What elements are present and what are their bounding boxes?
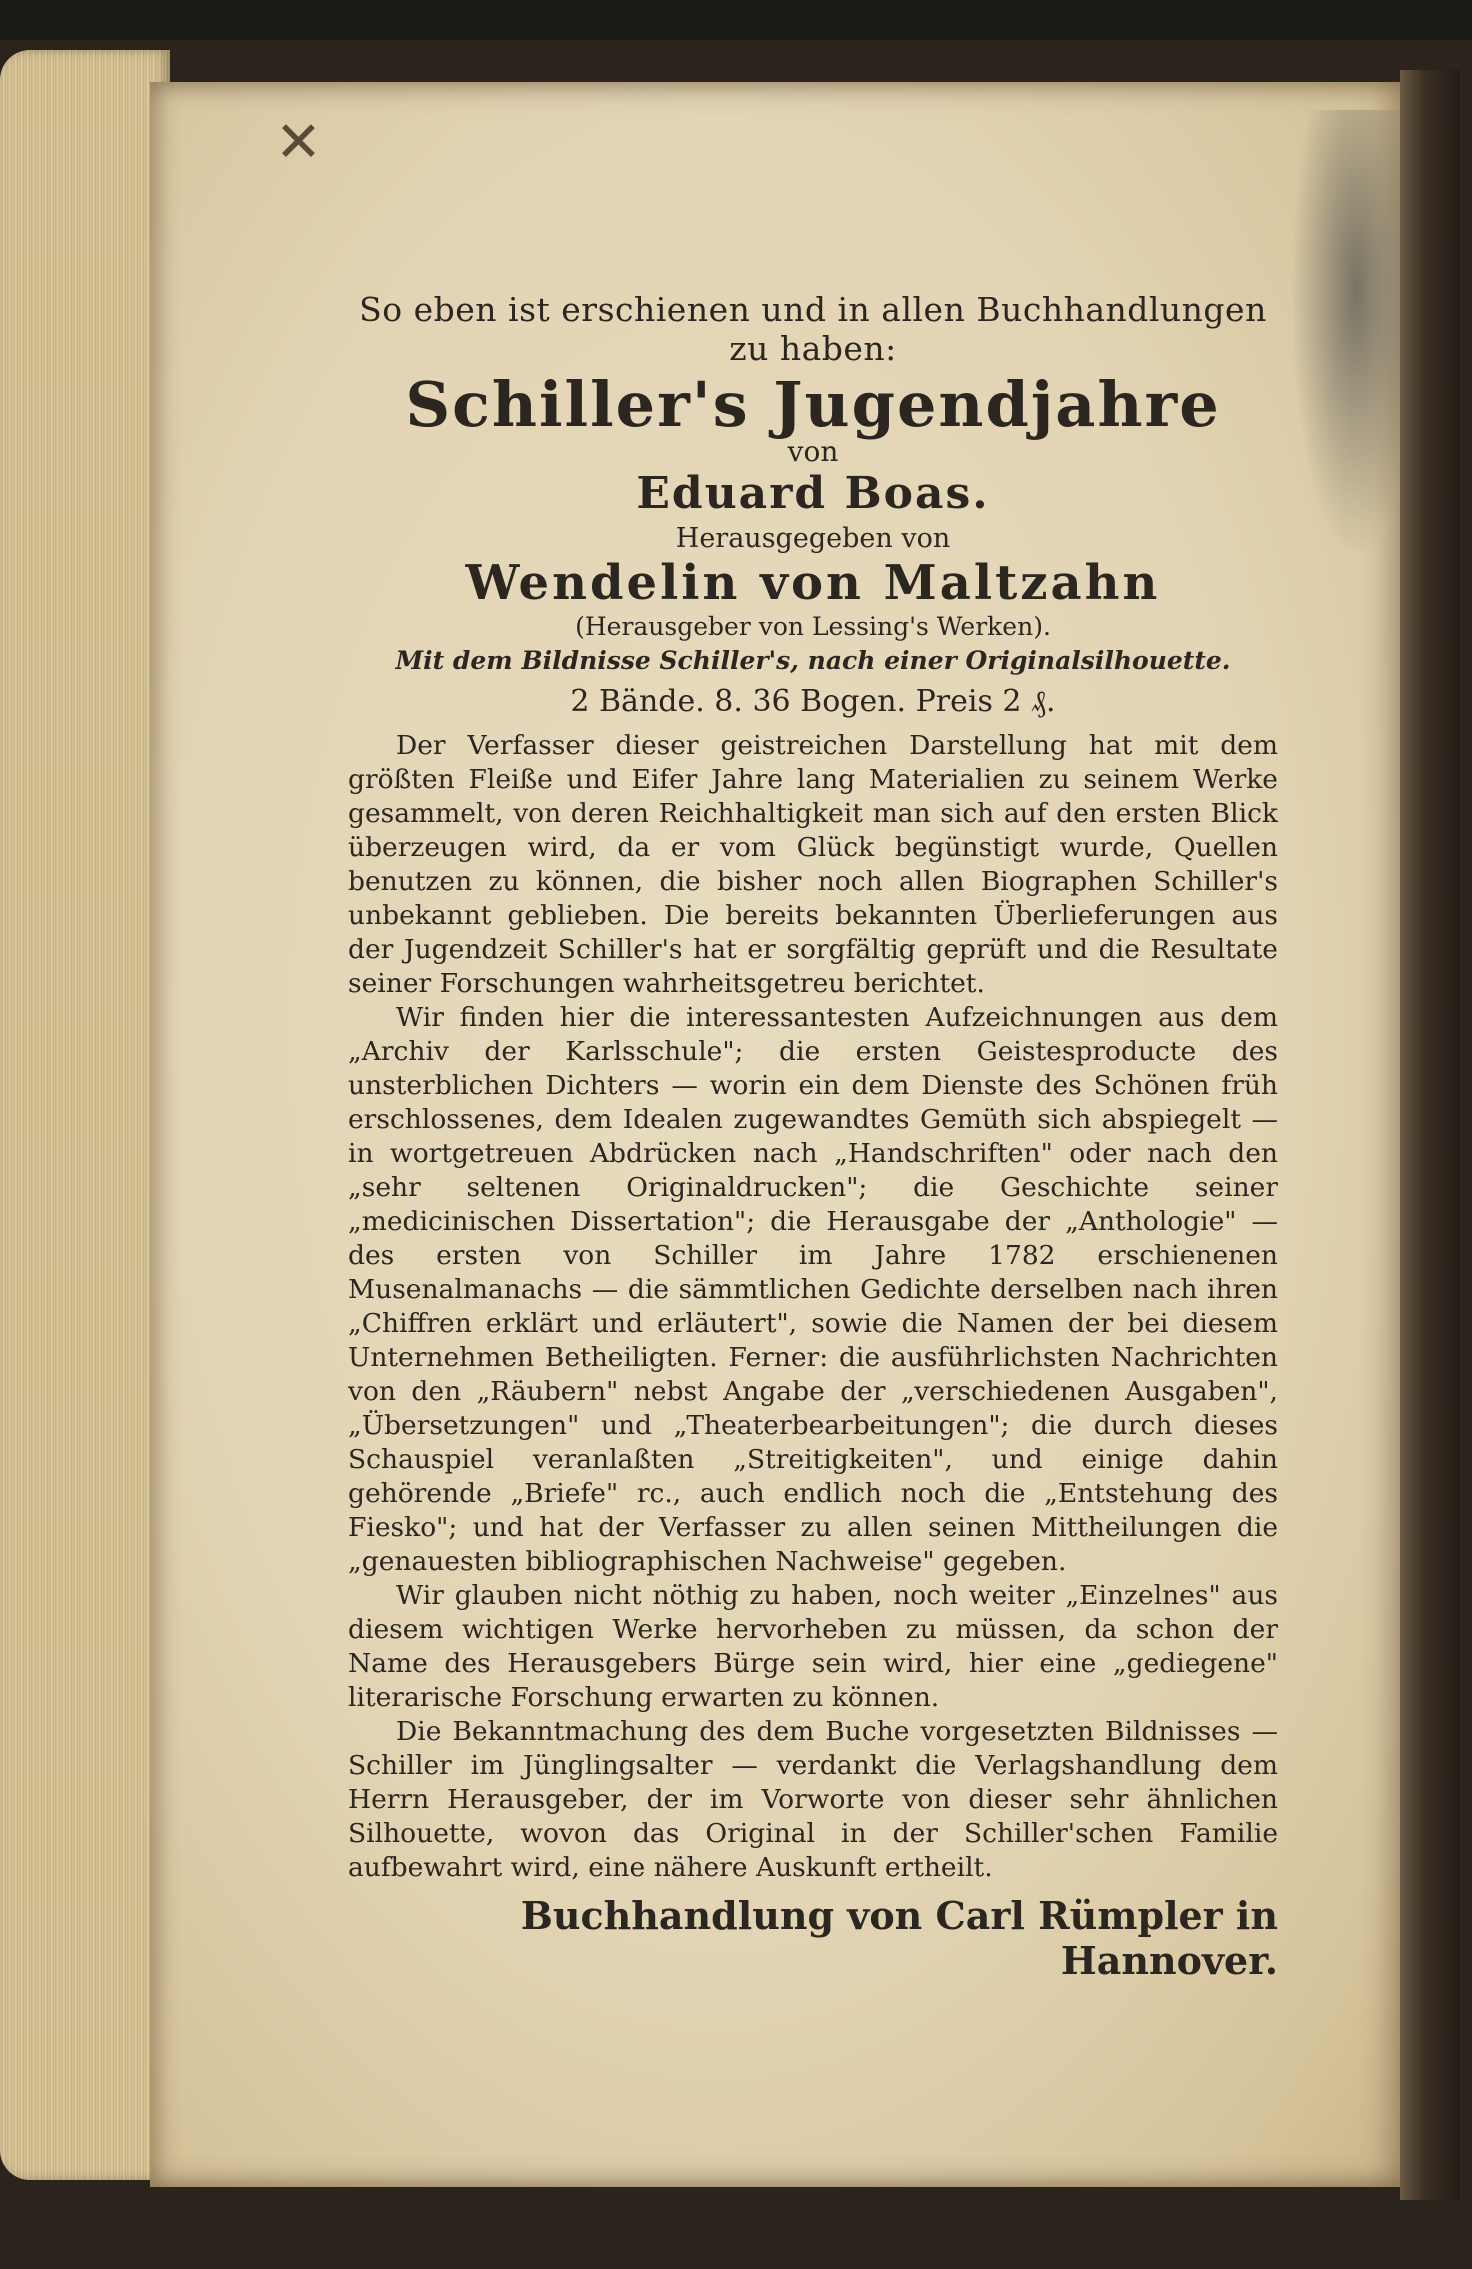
page-edges-left [0,50,170,2180]
book-gutter-right [1400,70,1460,2200]
edited-by-line: Herausgegeben von [675,522,951,554]
handwritten-mark: ✕ [275,110,322,175]
page-stain [1290,110,1400,560]
editor-name: Wendelin von Maltzahn [465,554,1161,611]
author-name: Eduard Boas. [636,467,990,519]
editor-note: (Herausgeber von Lessing's Werken). [575,611,1051,641]
paragraph-1: Der Verfasser dieser geistreichen Darstellung hat mit dem größten Fleiße und Eifer Jahre lang Materialien zu seinem Werke gesammelt, von deren Reichhaltigkeit man sich auf den ersten Blick überzeugen wird, da er vom Glück begünstigt wurde, Quellen benutzen zu können, die bisher noch allen Biographen Schiller's unbekannt geblieben. Die bereits bekannten Überlieferungen aus der Jugendzeit Schiller's hat er sorgfältig geprüft und die Resultate seiner Forschungen wahrheitsgetreu berichtet. [348,729,1278,999]
publisher-line: Buchhandlung von Carl Rümpler in Hannover. [520,1892,1278,1983]
von-line: von [787,435,839,469]
paragraph-2: Wir finden hier die interessantesten Aufzeichnungen aus dem „Archiv der Karlsschule"; die ersten Geistesproducte des unsterblichen Dichters — worin ein dem Dienste des Schönen früh erschlossenes, dem Idealen zugewandtes Gemüth sich abspiegelt — in wortgetreuen Abdrücken nach „Handschriften" oder nach den „sehr seltenen Originaldrucken"; die Geschichte seiner „medicinischen Dissertation"; die Herausgabe der „Anthologie" — des ersten von Schiller im Jahre 1782 erschienenen Musenalmanachs — die sämmtlichen Gedichte derselben nach ihren „Chiffren erklärt und erläutert", sowie die Namen der bei diesem Unternehmen Betheiligten. Ferner: die ausführlichsten Nachrichten von den „Räubern" nebst Angabe der „verschiedenen Ausgaben", „Übersetzungen" und „Theaterbearbeitungen"; die durch dieses Schauspiel veranlaßten „Streitigkeiten", und einige dahin gehörende „Briefe" rc., auch endlich noch die „Entstehung des Fiesko"; und hat der Verfasser zu allen seinen Mittheilungen die „genauesten bibliographischen Nachweise" gegeben. [348,1001,1278,1577]
intro-line: So eben ist erschienen und in allen Buchhandlungen zu haben: [359,290,1267,368]
portrait-note: Mit dem Bildnisse Schiller's, nach einer Originalsilhouette. [395,646,1231,676]
edition-details: 2 Bände. 8. 36 Bogen. Preis 2 ₰. [570,683,1056,719]
paragraph-4: Die Bekanntmachung des dem Buche vorgesetzten Bildnisses — Schiller im Jünglingsalter — verdankt die Verlagshandlung dem Herrn Herausgeber, der im Vorworte von dieser sehr ähnlichen Silhouette, wovon das Original in der Schiller'schen Familie aufbewahrt wird, eine nähere Auskunft ertheilt. [348,1715,1278,1883]
advert-body [348,729,1278,1885]
paragraph-3: Wir glauben nicht nöthig zu haben, noch weiter „Einzelnes" aus diesem wichtigen Werke hervorheben zu müssen, da schon der Name des Herausgebers Bürge sein wird, hier eine „gediegene" literarische Forschung erwarten zu können. [348,1579,1278,1713]
advertisement [348,290,1278,1983]
book-title: Schiller's Jugendjahre [405,368,1221,441]
